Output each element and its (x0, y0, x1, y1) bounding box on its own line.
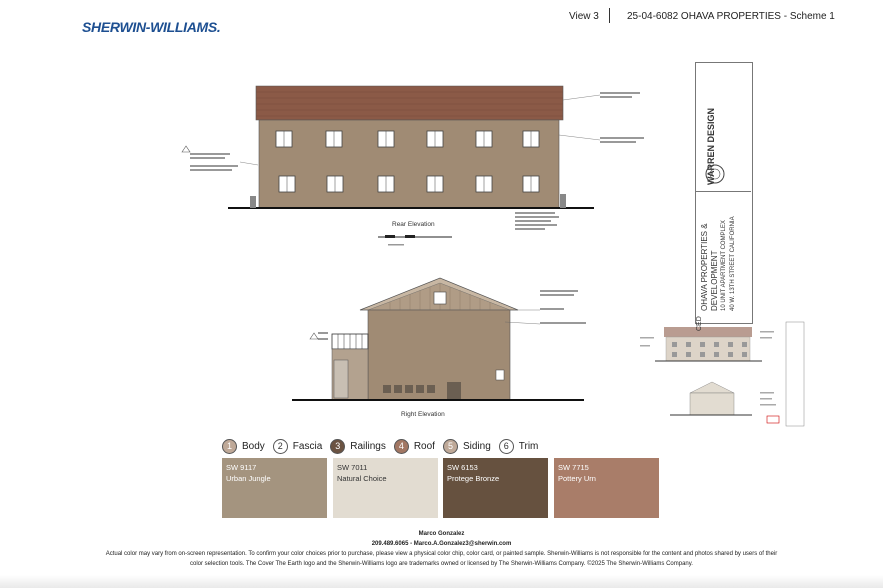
contact-name: Marco Gonzalez (418, 531, 465, 537)
legend-item-body (222, 439, 265, 454)
page-title: 25-04-6082 OHAVA PROPERTIES - Scheme 1 (627, 11, 835, 22)
color-swatch-natural-choice[interactable] (333, 458, 438, 518)
legend-label: Roof (413, 440, 435, 452)
legend-number: 6 (499, 439, 514, 454)
firm-name: WARREN DESIGN (706, 107, 716, 185)
project-line-3: 10 UNIT APARTMENT COMPLEX (721, 220, 727, 311)
legend-item-fascia (273, 439, 322, 454)
swatch-code: SW 7011 (337, 463, 368, 472)
swatch-code: SW 7715 (558, 463, 589, 472)
swatch-code: SW 9117 (226, 463, 257, 472)
legend-number: 2 (273, 439, 288, 454)
legend-number: 5 (443, 439, 458, 454)
color-swatch-urban-jungle[interactable] (222, 458, 327, 518)
color-swatch-protege-bronze[interactable] (443, 458, 548, 518)
legend-number: 3 (330, 439, 345, 454)
project-line-4: 40 W. 13TH STREET CALIFORNIA (730, 216, 736, 311)
rear-elevation-caption: Rear Elevation (392, 221, 435, 228)
legend-label: Trim (518, 440, 539, 452)
legend-label: Body (242, 440, 265, 452)
page-bottom-edge (0, 575, 883, 588)
project-line-1: OHAVA PROPERTIES & (700, 223, 709, 311)
swatch-code: SW 6153 (447, 463, 478, 472)
sherwin-williams-logo: SHERWIN-WILLIAMS. (82, 19, 221, 35)
project-line-2: DEVELOPMENT (710, 250, 719, 311)
sheet-thumbnail (640, 322, 804, 426)
legend-label: Siding (462, 440, 491, 452)
swatch-name: Protege Bronze (447, 474, 500, 483)
disclaimer-line-1: Actual color may vary from on-screen representation. To confirm your color choices prior to purchase, please view a physical color chip, color card, or painted sample. Sherwin-Williams is not responsible for the content and photos shared by users of their (105, 551, 778, 557)
legend-number: 1 (222, 439, 237, 454)
legend-item-siding (443, 439, 491, 454)
right-elevation-caption: Right Elevation (401, 411, 445, 418)
swatch-name: Urban Jungle (226, 474, 271, 483)
legend-label: Railings (350, 440, 386, 452)
legend-item-railings (330, 439, 386, 454)
right-elevation-drawing (292, 278, 586, 400)
disclaimer-line-2: color selection tools. The Cover The Earth logo and the Sherwin-Williams logo are trademarks owned or licensed by The Sherwin-Williams Company. ©2025 The Sherwin-Williams Company. (190, 561, 693, 567)
swatch-name: Pottery Urn (558, 474, 596, 483)
legend-item-trim (499, 439, 539, 454)
firm-seal-icon (704, 163, 726, 185)
view-label: View 3 (569, 11, 599, 22)
title-block (695, 62, 753, 331)
legend-label: Fascia (292, 440, 323, 452)
color-legend (222, 437, 546, 455)
legend-item-roof (394, 439, 435, 454)
legend-number: 4 (394, 439, 409, 454)
swatch-name: Natural Choice (337, 474, 387, 483)
stamp-text: CED (696, 316, 703, 331)
color-swatch-pottery-urn[interactable] (554, 458, 659, 518)
contact-info: 209.489.6065 - Marco.A.Gonzalez3@sherwin.com (371, 541, 512, 547)
